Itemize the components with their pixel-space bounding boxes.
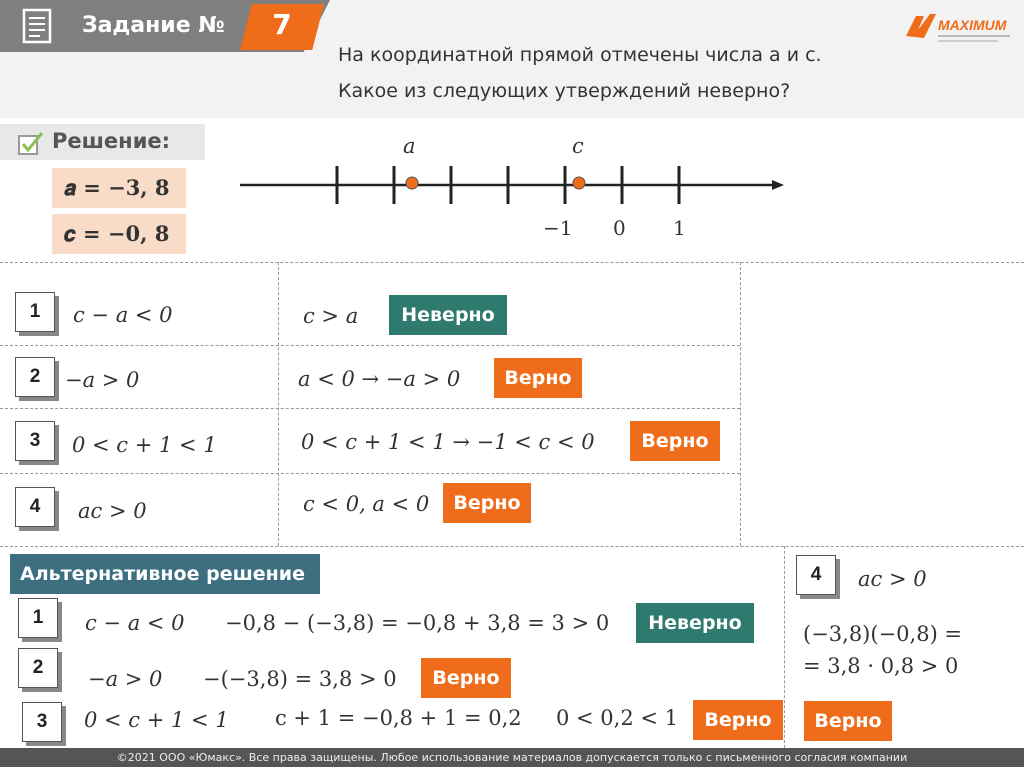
point-a-label: a — [403, 134, 416, 158]
divider — [278, 262, 279, 546]
verdict-correct-badge: Верно — [693, 700, 783, 740]
verdict-wrong-badge: Неверно — [636, 603, 754, 643]
verdict-correct-badge: Верно — [494, 358, 582, 398]
alt-row-calc-2: = 3,8 · 0,8 > 0 — [803, 654, 959, 678]
alternative-title: Альтернативное решение — [10, 554, 320, 594]
point-c-label: c — [572, 134, 584, 158]
row-number: 1 — [15, 292, 55, 332]
tick-1-label: 1 — [673, 216, 686, 240]
alt-row-calc: −0,8 − (−3,8) = −0,8 + 3,8 = 3 > 0 — [225, 611, 610, 635]
number-line — [236, 160, 788, 210]
row-reasoning: a < 0 → −a > 0 — [298, 367, 461, 391]
alt-row-number: 3 — [22, 702, 62, 742]
divider — [0, 408, 740, 409]
row-number: 3 — [15, 421, 55, 461]
copyright-footer: ©2021 ООО «Юмакс». Все права защищены. Любое использование материалов допускается только с письменного согласия компании — [0, 748, 1024, 767]
row-number: 2 — [15, 357, 55, 397]
svg-text:MAXIMUM: MAXIMUM — [938, 17, 1007, 33]
divider — [784, 546, 785, 748]
divider — [0, 473, 740, 474]
maximum-logo — [902, 8, 1017, 48]
verdict-correct-badge: Верно — [443, 483, 531, 523]
a-value-box: 𝒂 = −𝟑, 𝟖 — [52, 168, 186, 208]
document-icon — [20, 8, 60, 50]
divider — [0, 345, 740, 346]
row-statement: c − a < 0 — [73, 303, 173, 327]
tick-minus1-label: −1 — [543, 216, 573, 240]
row-statement: −a > 0 — [65, 368, 140, 392]
alt-row-calc: c + 1 = −0,8 + 1 = 0,2 — [275, 706, 522, 730]
checkbox-icon — [17, 131, 45, 161]
divider — [0, 262, 1024, 263]
row-statement: ac > 0 — [78, 499, 147, 523]
alt-row-statement: 0 < c + 1 < 1 — [84, 708, 229, 732]
verdict-correct-badge: Верно — [421, 658, 511, 698]
alt-row-statement: ac > 0 — [858, 567, 927, 591]
alt-row-calc: −(−3,8) = 3,8 > 0 — [203, 667, 397, 691]
question-line-2: Какое из следующих утверждений неверно? — [338, 80, 791, 102]
row-number: 4 — [15, 487, 55, 527]
alt-row-statement: −a > 0 — [88, 667, 163, 691]
tick-0-label: 0 — [613, 216, 626, 240]
alt-row-calc: (−3,8)(−0,8) = — [803, 622, 963, 646]
row-reasoning: c < 0, a < 0 — [303, 492, 430, 516]
divider — [740, 262, 741, 546]
alt-row-calc-2: 0 < 0,2 < 1 — [556, 706, 679, 730]
verdict-wrong-badge: Неверно — [389, 295, 507, 335]
verdict-correct-badge: Верно — [804, 701, 892, 741]
row-statement: 0 < c + 1 < 1 — [72, 433, 217, 457]
alt-row-number: 4 — [796, 555, 836, 595]
divider — [0, 546, 1024, 547]
task-number: 7 — [272, 8, 292, 41]
c-value-box: 𝒄 = −𝟎, 𝟖 — [52, 214, 186, 254]
alt-row-number: 2 — [18, 648, 58, 688]
row-reasoning: c > a — [303, 304, 359, 328]
row-reasoning: 0 < c + 1 < 1 → −1 < c < 0 — [301, 430, 595, 454]
question-line-1: На координатной прямой отмечены числа а и с. — [338, 44, 822, 66]
alt-row-number: 1 — [18, 598, 58, 638]
task-title: Задание № — [82, 13, 225, 38]
solution-label: Решение: — [52, 129, 171, 153]
verdict-correct-badge: Верно — [630, 421, 720, 461]
alt-row-statement: c − a < 0 — [85, 611, 185, 635]
